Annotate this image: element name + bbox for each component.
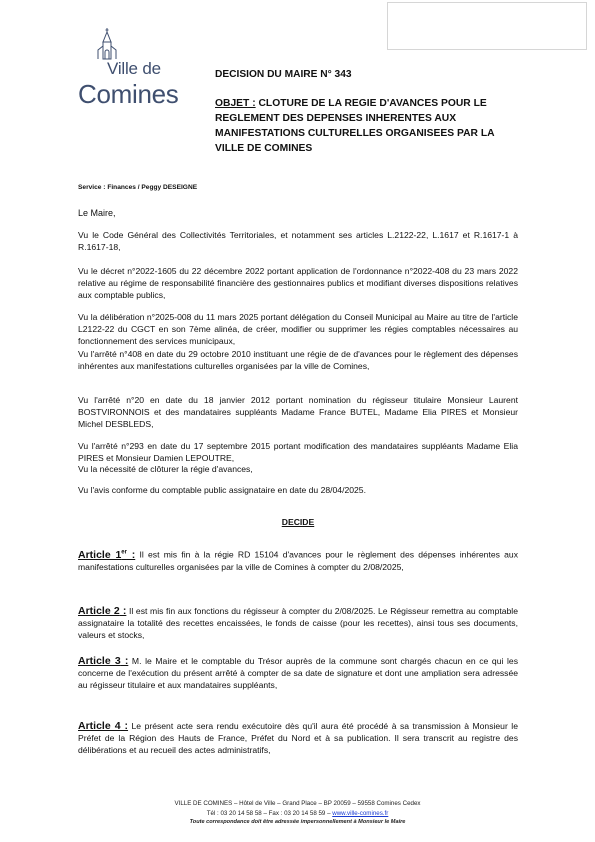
objet-block <box>215 96 520 156</box>
decide-heading: DECIDE <box>281 517 315 527</box>
logo-text-ville: Ville de <box>107 59 161 78</box>
visa-paragraph: Vu la délibération n°2025-008 du 11 mars 2025 portant délégation du Conseil Municipal au Maire au titre de l'article L2122-22 du CGCT en son 7ème alinéa, de créer, modifier ou supprimer les régies comptables nécessaires au fonctionnement des services municipaux, <box>78 312 518 346</box>
le-maire: Le Maire, <box>78 208 116 218</box>
visa-paragraph: Vu le Code Général des Collectivités Territoriales, et notamment ses articles L.2122-22, L.1617 et R.1617-1 à R.1617-18, <box>78 230 518 252</box>
article-4 <box>78 720 518 756</box>
article-4-text: Le présent acte sera rendu exécutoire dès qu'il aura été procédé à sa transmission à Monsieur le Préfet de la Région des Hauts de France, Préfet du Nord et à sa publication. Il sera transcrit au registre des délibérations et au recueil des actes administratifs, <box>78 721 518 755</box>
logo-text-comines: Comines <box>78 79 179 109</box>
decision-title: DECISION DU MAIRE N° 343 <box>215 69 352 80</box>
church-icon <box>95 28 119 60</box>
footer-contact: Tél : 03 20 14 58 58 – Fax : 03 20 14 58 59 – www.ville-comines.fr <box>206 809 389 817</box>
visa-paragraph: Vu l'arrêté n°408 en date du 29 octobre 2010 instituant une régie de de d'avances pour le règlement des dépenses inhérentes aux manifestations culturelles organisées par la ville de Comines, <box>78 349 518 371</box>
visa-paragraph: Vu la nécessité de clôturer la régie d'avances, <box>78 464 253 474</box>
article-2-label: Article 2 : <box>78 605 127 617</box>
page-footer <box>0 799 595 828</box>
objet-label: OBJET : <box>215 98 256 109</box>
article-2-text: Il est mis fin aux fonctions du régisseur à compter du 2/08/2025. Le Régisseur remettra au comptable assignataire la totalité des recettes encaissées, le fonds de caisse (pour les recettes), ainsi tous ses documents, valeurs et stocks, <box>78 606 518 640</box>
visa-paragraph: Vu l'avis conforme du comptable public assignataire en date du 28/04/2025. <box>78 485 366 495</box>
visa-paragraph: Vu le décret n°2022-1605 du 22 décembre 2022 portant application de l'ordonnance n°2022-408 du 23 mars 2022 relative au régime de responsabilité financière des gestionnaires publics et modifiant diverses dispositions relatives aux comptable publics, <box>78 266 518 300</box>
article-1-label: Article 1er : <box>78 548 136 561</box>
logo <box>78 28 193 110</box>
website-link[interactable]: www.ville-comines.fr <box>332 809 389 817</box>
article-3-text: M. le Maire et le comptable du Trésor auprès de la commune sont chargés chacun en ce qui les concerne de l'exécution du présent arrêté à compter de sa date de signature et dont une ampliation sera adressée au régisseur titulaire et aux mandataires suppléants, <box>78 656 518 690</box>
article-3 <box>78 655 518 691</box>
article-4-label: Article 4 : <box>78 720 129 732</box>
footer-notice: Toute correspondance doit être adressée impersonnellement à Monsieur le Maire <box>189 819 406 825</box>
footer-address: VILLE DE COMINES – Hôtel de Ville – Grand Place – BP 20059 – 59558 Comines Cedex <box>174 800 421 807</box>
article-1 <box>78 546 518 573</box>
visa-paragraph: Vu l'arrêté n°293 en date du 17 septembre 2015 portant modification des mandataires suppléants Madame Elia PIRES et Monsieur Damien LEPOUTRE, <box>78 441 518 463</box>
visa-paragraph: Vu l'arrêté n°20 en date du 18 janvier 2012 portant nomination du régisseur titulaire Monsieur Laurent BOSTVIRONNOIS et des mandataires suppléants Madame France BUTEL, Madame Elia PIRES et Monsieur Michel DESBLEDS, <box>78 395 518 429</box>
article-2 <box>78 605 518 641</box>
article-3-label: Article 3 : <box>78 655 129 667</box>
objet-text: CLOTURE DE LA REGIE D'AVANCES POUR LE REGLEMENT DES DEPENSES INHERENTES AUX MANIFESTATIONS CULTURELLES ORGANISEES PAR LA VILLE DE COMINES <box>215 98 495 154</box>
stamp-box <box>387 2 587 50</box>
service-line: Service : Finances / Peggy DESEIGNE <box>78 184 198 191</box>
article-1-text: Il est mis fin à la régie RD 15104 d'avances pour le règlement des dépenses inhérentes aux manifestations culturelles organisées par la ville de Comines à compter du 2/08/2025, <box>78 549 519 572</box>
